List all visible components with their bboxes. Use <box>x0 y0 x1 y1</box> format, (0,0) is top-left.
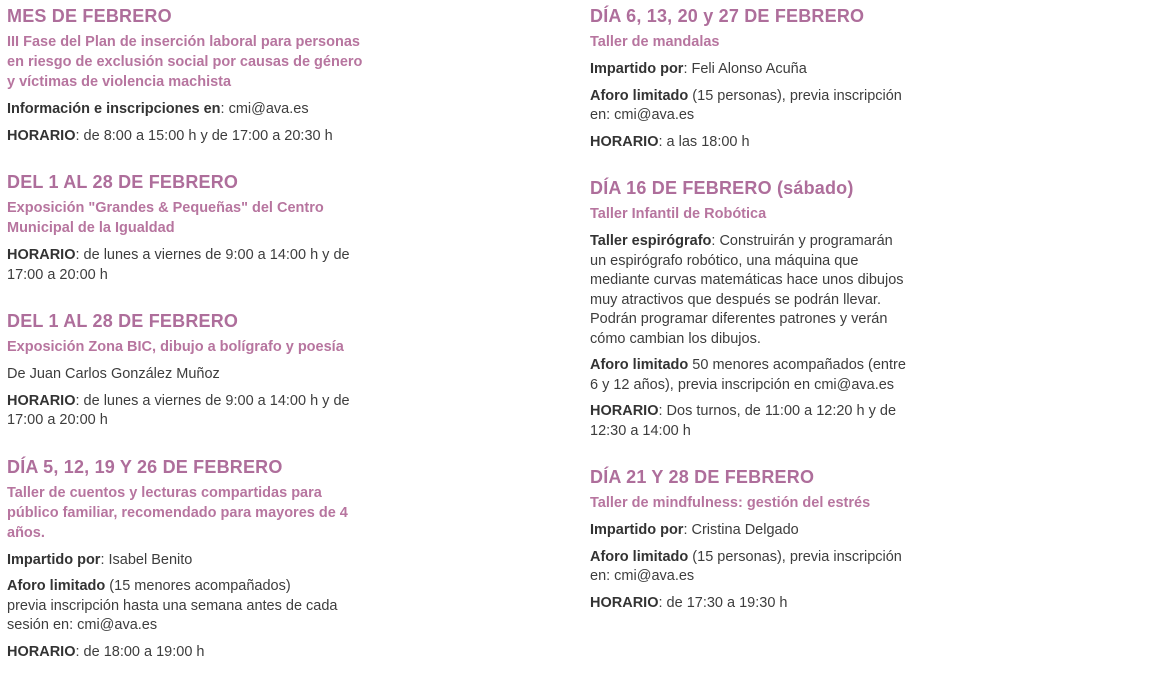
events-column-left <box>7 6 363 688</box>
event-section <box>590 467 912 613</box>
event-section <box>590 178 912 441</box>
detail-label: HORARIO <box>7 643 76 660</box>
event-detail <box>7 392 363 431</box>
event-title: Taller Infantil de Robótica <box>590 206 767 222</box>
detail-label: HORARIO <box>590 403 659 419</box>
detail-label: Impartido por <box>590 522 684 538</box>
detail-text: : a las 18:00 h <box>658 133 750 150</box>
event-title: Taller de mandalas <box>590 34 720 50</box>
detail-text: : de 17:30 a 19:30 h <box>658 594 788 611</box>
event-date-heading: DEL 1 AL 28 DE FEBRERO <box>7 311 239 331</box>
event-date-heading: DÍA 16 DE FEBRERO (sábado) <box>590 178 854 198</box>
detail-text: : Feli Alonso Acuña <box>683 61 807 77</box>
event-detail <box>590 521 912 541</box>
detail-text: : de lunes a viernes de 9:00 a 14:00 h y de 17:00 a 20:00 h <box>7 247 350 283</box>
event-date-heading: DÍA 5, 12, 19 Y 26 DE FEBRERO <box>7 456 283 477</box>
detail-text: (15 personas), previa inscripción en: cmi@ava.es <box>590 87 902 123</box>
detail-label: Aforo limitado <box>7 578 106 594</box>
event-title: III Fase del Plan de inserción laboral para personas en riesgo de exclusión social por causas de género y víctimas de violencia machista <box>7 34 363 90</box>
detail-text: (15 menores acompañados) <box>105 578 291 594</box>
detail-text: : de 18:00 a 19:00 h <box>75 643 205 660</box>
detail-text: 50 menores acompañados (entre 6 y 12 años), previa inscripción en cmi@ava.es <box>590 357 906 393</box>
detail-text: (15 personas), previa inscripción en: cmi@ava.es <box>590 548 902 584</box>
detail-text: previa inscripción hasta una semana antes de cada sesión en: cmi@ava.es <box>7 597 338 633</box>
event-detail <box>590 402 912 441</box>
detail-label: Impartido por <box>590 61 684 77</box>
detail-text: : Construirán y programarán un espirógrafo robótico, una máquina que mediante curvas matemáticas hace unos dibujos muy atractivos que después se podrán llevar. Podrán programar diferentes patrones y verán cómo cambian los dibujos. <box>590 233 904 347</box>
detail-label: Impartido por <box>7 551 101 568</box>
event-detail <box>7 127 363 147</box>
detail-label: Aforo limitado <box>590 548 689 565</box>
detail-text: : cmi@ava.es <box>220 101 309 117</box>
detail-label: HORARIO <box>7 127 76 144</box>
events-column-right <box>590 6 912 639</box>
detail-label: HORARIO <box>590 594 659 611</box>
detail-text: : de 8:00 a 15:00 h y de 17:00 a 20:30 h <box>75 127 333 144</box>
event-section <box>590 6 912 152</box>
event-detail <box>590 133 912 153</box>
detail-label: HORARIO <box>590 133 659 150</box>
detail-label: Taller espirógrafo <box>590 233 712 249</box>
event-title: Taller de cuentos y lecturas compartidas para público familiar, recomendado para mayores de 4 años. <box>7 484 348 541</box>
event-date-heading: MES DE FEBRERO <box>7 6 172 26</box>
event-detail <box>7 577 363 636</box>
detail-label: HORARIO <box>7 247 76 263</box>
event-title: Taller de mindfulness: gestión del estrés <box>590 495 871 511</box>
event-detail <box>7 551 363 571</box>
detail-text: : de lunes a viernes de 9:00 a 14:00 h y de 17:00 a 20:00 h <box>7 392 350 428</box>
event-title: Exposición "Grandes & Pequeñas" del Centro Municipal de la Igualdad <box>7 200 324 236</box>
detail-text: : Dos turnos, de 11:00 a 12:20 h y de 12:30 a 14:00 h <box>590 403 897 439</box>
event-detail <box>590 232 912 349</box>
event-section <box>7 311 363 431</box>
detail-label: Aforo limitado <box>590 87 689 104</box>
event-detail <box>590 594 912 614</box>
event-detail <box>590 548 912 587</box>
event-date-heading: DEL 1 AL 28 DE FEBRERO <box>7 172 239 192</box>
detail-label: Aforo limitado <box>590 357 689 373</box>
detail-text: : Isabel Benito <box>100 551 193 568</box>
event-date-heading: DÍA 21 Y 28 DE FEBRERO <box>590 467 815 487</box>
event-section <box>7 6 363 146</box>
detail-text: : Cristina Delgado <box>683 522 799 538</box>
event-title: Exposición Zona BIC, dibujo a bolígrafo y poesía <box>7 339 344 355</box>
event-detail <box>590 60 912 80</box>
event-detail <box>7 100 363 120</box>
detail-text: De Juan Carlos González Muñoz <box>7 366 220 382</box>
event-section <box>7 457 363 663</box>
detail-label: Información e inscripciones en <box>7 101 221 117</box>
detail-label: HORARIO <box>7 392 76 409</box>
event-detail <box>7 643 363 663</box>
event-section <box>7 172 363 285</box>
event-detail <box>7 246 363 285</box>
event-detail <box>590 87 912 126</box>
event-detail <box>7 365 363 385</box>
event-date-heading: DÍA 6, 13, 20 y 27 DE FEBRERO <box>590 6 865 26</box>
event-detail <box>590 356 912 395</box>
